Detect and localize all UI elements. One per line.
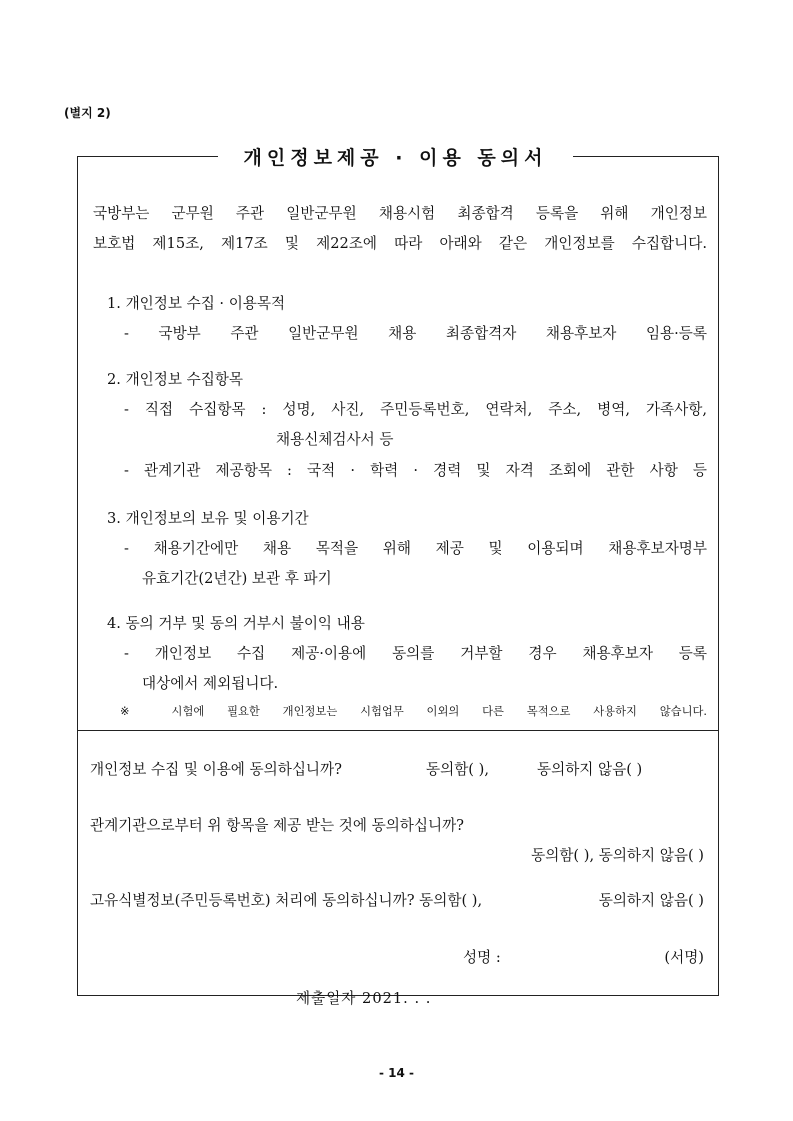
section-3-line-1: - 채용기간에만 채용 목적을 위해 제공 및 이용되며 채용후보자명부 xyxy=(124,540,707,557)
signature-label: (서명) xyxy=(664,949,704,966)
page-number: - 14 - xyxy=(378,1066,414,1080)
section-3-line-2: 유효기간(2년간) 보관 후 파기 xyxy=(142,570,332,587)
section-2-line-3: - 관계기관 제공항목 : 국적 · 학력 · 경력 및 자격 조회에 관한 사항 등 xyxy=(124,462,707,479)
intro-line-2: 보호법 제15조, 제17조 및 제22조에 따라 아래와 같은 개인정보를 수집합니다. xyxy=(93,235,707,252)
name-label: 성명 : xyxy=(463,949,501,966)
consent-question-1-agree[interactable]: 동의함( ), xyxy=(426,761,489,778)
privacy-note: ※ 시험에 필요한 개인정보는 시험업무 이외의 다른 목적으로 사용하지 않습니다. xyxy=(120,705,707,718)
intro-line-1: 국방부는 군무원 주관 일반군무원 채용시험 최종합격 등록을 위해 개인정보 xyxy=(93,205,707,222)
form-title: 개인정보제공 · 이용 동의서 xyxy=(243,147,548,169)
annex-label: (별지 2) xyxy=(64,106,111,120)
section-1-line-1: - 국방부 주관 일반군무원 채용 최종합격자 채용후보자 임용·등록 xyxy=(124,325,707,342)
section-4-line-1: - 개인정보 수집 제공·이용에 동의를 거부할 경우 채용후보자 등록 xyxy=(124,645,707,662)
section-1-heading: 1. 개인정보 수집 · 이용목적 xyxy=(107,295,286,312)
consent-question-2-answer[interactable]: 동의함( ), 동의하지 않음( ) xyxy=(531,847,704,864)
consent-question-3-disagree[interactable]: 동의하지 않음( ) xyxy=(598,892,704,909)
frame-top-border-right xyxy=(573,156,719,157)
consent-question-3: 고유식별정보(주민등록번호) 처리에 동의하십니까? 동의함( ), xyxy=(90,892,483,909)
consent-question-1: 개인정보 수집 및 이용에 동의하십니까? xyxy=(90,761,342,778)
frame-top-border-left xyxy=(77,156,218,157)
consent-question-2: 관계기관으로부터 위 항목을 제공 받는 것에 동의하십니까? xyxy=(90,817,465,834)
section-2-line-2: 채용신체검사서 등 xyxy=(276,431,394,448)
section-3-heading: 3. 개인정보의 보유 및 이용기간 xyxy=(107,510,309,527)
consent-question-1-disagree[interactable]: 동의하지 않음( ) xyxy=(537,761,643,778)
section-2-line-1: - 직접 수집항목 : 성명, 사진, 주민등록번호, 연락처, 주소, 병역, 가족사항, xyxy=(124,401,707,418)
section-4-heading: 4. 동의 거부 및 동의 거부시 불이익 내용 xyxy=(107,615,365,632)
form-divider xyxy=(77,730,719,731)
submission-date-line: 제출일자 2021. . . xyxy=(296,990,432,1007)
section-4-line-2: 대상에서 제외됩니다. xyxy=(142,675,279,692)
section-2-heading: 2. 개인정보 수집항목 xyxy=(107,371,243,388)
